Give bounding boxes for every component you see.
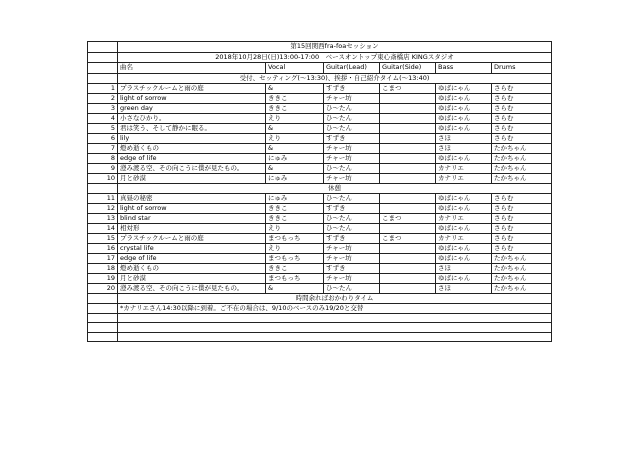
guitar-side-cell: こまつ [380, 213, 436, 223]
vocal-cell: ききこ [266, 203, 324, 213]
guitar-lead-cell: すずき [324, 133, 380, 143]
drums-cell: たかちゃん [492, 283, 552, 293]
guitar-side-cell [380, 163, 436, 173]
header-guitar-side: Guitar(Side) [380, 63, 436, 74]
song-number: 2 [88, 93, 118, 103]
drums-cell: さらむ [492, 83, 552, 93]
drums-cell: さらむ [492, 193, 552, 203]
vocal-cell: にゅみ [266, 173, 324, 183]
drums-cell: たかちゃん [492, 163, 552, 173]
setlist-row [88, 263, 552, 273]
song-number: 16 [88, 243, 118, 253]
blank-cell [118, 332, 552, 342]
guitar-side-cell [380, 143, 436, 153]
song-title: 澄み渡る空、その向こうに僕が見たもの。 [118, 283, 266, 293]
vocal-cell: ききこ [266, 103, 324, 113]
song-title: 燈め逝くもの [118, 263, 266, 273]
bass-cell: さほ [436, 143, 492, 153]
drums-cell: さらむ [492, 133, 552, 143]
vocal-cell: & [266, 283, 324, 293]
guitar-lead-cell: ひ～たん [324, 213, 380, 223]
song-title: 月と砂漠 [118, 173, 266, 183]
song-number: 12 [88, 203, 118, 213]
vocal-cell: & [266, 123, 324, 133]
drums-cell: さらむ [492, 113, 552, 123]
vocal-cell: & [266, 143, 324, 153]
header-row [88, 63, 552, 74]
song-number: 8 [88, 153, 118, 163]
guitar-side-cell [380, 243, 436, 253]
setlist-row [88, 203, 552, 213]
vocal-cell: & [266, 163, 324, 173]
drums-cell: さらむ [492, 243, 552, 253]
bass-cell: ゆばにゃん [436, 273, 492, 283]
setlist-row [88, 93, 552, 103]
guitar-side-cell [380, 133, 436, 143]
bass-cell: カナリエ [436, 163, 492, 173]
vocal-cell: まつもっち [266, 273, 324, 283]
song-title: light of sorrow [118, 203, 266, 213]
guitar-lead-cell: ひ～たん [324, 113, 380, 123]
bass-cell: ゆばにゃん [436, 93, 492, 103]
guitar-lead-cell: ひ～たん [324, 163, 380, 173]
event-info-row [88, 52, 552, 63]
guitar-side-cell [380, 103, 436, 113]
song-title: edge of life [118, 253, 266, 263]
bass-cell: カナリエ [436, 233, 492, 243]
empty-row [88, 323, 552, 333]
sheet-title: 第15回関西fra-foaセッション [118, 42, 552, 53]
song-title: 君は笑う、そして静かに眠る。 [118, 123, 266, 133]
setlist-row [88, 253, 552, 263]
setlist-row [88, 153, 552, 163]
blank-cell [118, 313, 552, 323]
guitar-side-cell [380, 173, 436, 183]
vocal-cell: えり [266, 243, 324, 253]
guitar-lead-cell: すずき [324, 233, 380, 243]
guitar-side-cell [380, 203, 436, 213]
section-free-time: 時間余ればおかわりタイム [118, 293, 552, 303]
song-number: 7 [88, 143, 118, 153]
guitar-side-cell [380, 263, 436, 273]
guitar-side-cell [380, 193, 436, 203]
vocal-cell: まつもっち [266, 253, 324, 263]
section-break: 休憩 [118, 183, 552, 193]
note-row [88, 303, 552, 313]
song-title: 澄み渡る空、その向こうに僕が見たもの。 [118, 163, 266, 173]
song-title: 小さなひかり。 [118, 113, 266, 123]
song-number: 13 [88, 213, 118, 223]
setlist-row [88, 223, 552, 233]
guitar-lead-cell: チャー坊 [324, 243, 380, 253]
guitar-lead-cell: ひ～たん [324, 283, 380, 293]
bass-cell: ゆばにゃん [436, 113, 492, 123]
setlist-row [88, 233, 552, 243]
setlist-row [88, 123, 552, 133]
header-drums: Drums [492, 63, 552, 74]
bass-cell: ゆばにゃん [436, 203, 492, 213]
vocal-cell: まつもっち [266, 233, 324, 243]
bass-cell: ゆばにゃん [436, 103, 492, 113]
song-title: 真昼の秘密 [118, 193, 266, 203]
bass-cell: ゆばにゃん [436, 153, 492, 163]
guitar-lead-cell: すずき [324, 263, 380, 273]
guitar-side-cell [380, 273, 436, 283]
drums-cell: たかちゃん [492, 173, 552, 183]
guitar-side-cell: こまつ [380, 83, 436, 93]
setlist-row [88, 83, 552, 93]
song-title: crystal life [118, 243, 266, 253]
blank-cell [88, 293, 118, 303]
drums-cell: たかちゃん [492, 253, 552, 263]
song-number: 14 [88, 223, 118, 233]
guitar-side-cell [380, 113, 436, 123]
bass-cell: ゆばにゃん [436, 243, 492, 253]
guitar-lead-cell: チャー坊 [324, 273, 380, 283]
drums-cell: さらむ [492, 233, 552, 243]
setlist-row [88, 143, 552, 153]
song-number: 17 [88, 253, 118, 263]
setlist-body [88, 42, 552, 342]
event-info: 2018年10月28日(日)13:00-17:00 ベースオントップ東心斎橋店 KINGスタジオ [118, 52, 552, 63]
setlist-row [88, 283, 552, 293]
bass-cell: カナリエ [436, 173, 492, 183]
guitar-lead-cell: ひ～たん [324, 123, 380, 133]
drums-cell: さらむ [492, 213, 552, 223]
vocal-cell: えり [266, 223, 324, 233]
guitar-side-cell [380, 283, 436, 293]
guitar-lead-cell: チャー坊 [324, 143, 380, 153]
bass-cell: ゆばにゃん [436, 123, 492, 133]
song-title: 相対形 [118, 223, 266, 233]
section-reception-row [88, 73, 552, 83]
setlist-table [87, 41, 552, 342]
guitar-lead-cell: すずき [324, 203, 380, 213]
song-number: 6 [88, 133, 118, 143]
song-title: green day [118, 103, 266, 113]
drums-cell: さらむ [492, 203, 552, 213]
blank-cell [118, 323, 552, 333]
drums-cell: たかちゃん [492, 143, 552, 153]
header-guitar-lead: Guitar(Lead) [324, 63, 380, 74]
blank-cell [88, 323, 118, 333]
song-number: 15 [88, 233, 118, 243]
guitar-side-cell [380, 153, 436, 163]
blank-cell [88, 303, 118, 313]
song-number: 4 [88, 113, 118, 123]
section-break-row [88, 183, 552, 193]
setlist-row [88, 103, 552, 113]
empty-row [88, 313, 552, 323]
header-song: 曲名 [118, 63, 266, 74]
guitar-side-cell: こまつ [380, 233, 436, 243]
song-number: 5 [88, 123, 118, 133]
bass-cell: ゆばにゃん [436, 223, 492, 233]
blank-cell [88, 332, 118, 342]
song-number: 1 [88, 83, 118, 93]
setlist-row [88, 273, 552, 283]
guitar-lead-cell: ひ～たん [324, 103, 380, 113]
bass-cell: さほ [436, 133, 492, 143]
vocal-cell: ききこ [266, 263, 324, 273]
song-number: 18 [88, 263, 118, 273]
drums-cell: さらむ [492, 123, 552, 133]
song-number: 19 [88, 273, 118, 283]
vocal-cell: にゅみ [266, 153, 324, 163]
setlist-row [88, 163, 552, 173]
bass-cell: さほ [436, 263, 492, 273]
setlist-row [88, 243, 552, 253]
blank-cell [88, 183, 118, 193]
blank-cell [88, 73, 118, 83]
vocal-cell: ききこ [266, 213, 324, 223]
blank-cell [88, 52, 118, 63]
section-reception: 受付、セッティング(～13:30)、挨拶・自己紹介タイム(～13:40) [118, 73, 552, 83]
blank-cell [88, 63, 118, 74]
song-title: light of sorrow [118, 93, 266, 103]
blank-cell [88, 42, 118, 53]
song-title: lily [118, 133, 266, 143]
header-bass: Bass [436, 63, 492, 74]
bass-cell: ゆばにゃん [436, 193, 492, 203]
header-vocal: Vocal [266, 63, 324, 74]
song-number: 9 [88, 163, 118, 173]
guitar-side-cell [380, 253, 436, 263]
song-title: blind star [118, 213, 266, 223]
song-number: 20 [88, 283, 118, 293]
song-title: 月と砂漠 [118, 273, 266, 283]
guitar-side-cell [380, 93, 436, 103]
song-number: 10 [88, 173, 118, 183]
song-title: プラスチックルームと雨の庭 [118, 233, 266, 243]
drums-cell: たかちゃん [492, 273, 552, 283]
song-number: 3 [88, 103, 118, 113]
guitar-side-cell [380, 223, 436, 233]
song-title: 燈め逝くもの [118, 143, 266, 153]
vocal-cell: にゅみ [266, 193, 324, 203]
bass-cell: ゆばにゃん [436, 83, 492, 93]
song-title: プラスチックルームと雨の庭 [118, 83, 266, 93]
guitar-lead-cell: ひ～たん [324, 223, 380, 233]
drums-cell: たかちゃん [492, 153, 552, 163]
guitar-lead-cell: チャー坊 [324, 253, 380, 263]
bass-cell: カナリエ [436, 213, 492, 223]
vocal-cell: ききこ [266, 93, 324, 103]
bass-cell: さほ [436, 283, 492, 293]
note: *カナリエさん14:30以降に到着。ご不在の場合は、9/10のベースのみ19/20と交替 [118, 303, 552, 313]
bass-cell: ゆばにゃん [436, 253, 492, 263]
drums-cell: さらむ [492, 223, 552, 233]
guitar-lead-cell: チャー坊 [324, 173, 380, 183]
song-number: 11 [88, 193, 118, 203]
setlist-row [88, 133, 552, 143]
title-row [88, 42, 552, 53]
drums-cell: たかちゃん [492, 263, 552, 273]
setlist-row [88, 113, 552, 123]
setlist-row [88, 193, 552, 203]
blank-cell [88, 313, 118, 323]
guitar-lead-cell: チャー坊 [324, 93, 380, 103]
drums-cell: さらむ [492, 103, 552, 113]
drums-cell: さらむ [492, 93, 552, 103]
setlist-row [88, 173, 552, 183]
empty-row [88, 332, 552, 342]
setlist-row [88, 213, 552, 223]
vocal-cell: えり [266, 133, 324, 143]
section-free-row [88, 293, 552, 303]
guitar-lead-cell: チャー坊 [324, 153, 380, 163]
vocal-cell: えり [266, 113, 324, 123]
guitar-lead-cell: ひ～たん [324, 193, 380, 203]
guitar-lead-cell: すずき [324, 83, 380, 93]
guitar-side-cell [380, 123, 436, 133]
song-title: edge of life [118, 153, 266, 163]
vocal-cell: & [266, 83, 324, 93]
